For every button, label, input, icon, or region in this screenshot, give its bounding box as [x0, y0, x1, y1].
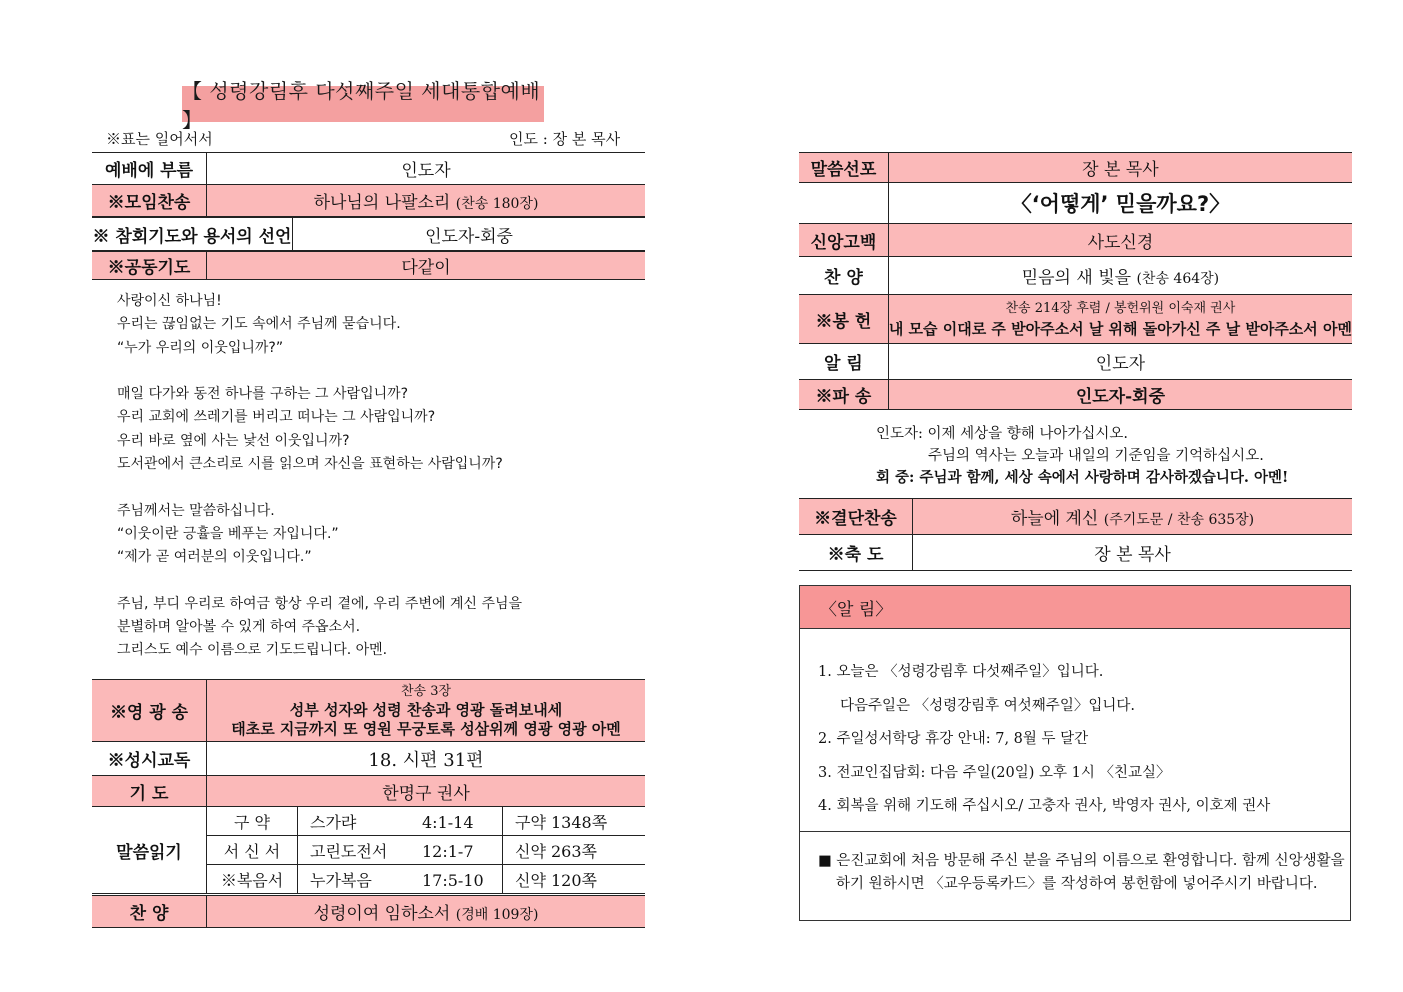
- sending-people-line: 회 중: 주님과 함께, 세상 속에서 사랑하며 감사하겠습니다. 아멘!: [876, 469, 1289, 486]
- order-label: 기 도: [92, 776, 207, 807]
- reading-page: 구약 1348쪽: [503, 807, 646, 836]
- announcement-item: 1. 오늘은 〈성령강림후 다섯째주일〉입니다.: [818, 664, 1104, 680]
- order-row-gathering-hymn: [92, 185, 645, 217]
- prayer-line: 주님께서는 말씀하십니다.: [117, 502, 275, 519]
- order-label: ※축 도: [799, 535, 913, 571]
- order-table-closing: [799, 498, 1352, 571]
- order-row-sermon: [799, 153, 1352, 183]
- order-row-notice: [799, 344, 1352, 380]
- sending-leader-line: 주님의 역사는 오늘과 내일의 기준임을 기억하십시오.: [928, 447, 1264, 464]
- gloria-hymn: 찬송 3장: [400, 684, 452, 699]
- reading-row: [92, 807, 645, 836]
- prayer-line: 우리 교회에 쓰레기를 버리고 떠나는 그 사람입니까?: [117, 409, 436, 426]
- prayer-line: 분별하며 알아볼 수 있게 하여 주옵소서.: [117, 619, 361, 636]
- order-table-top: [92, 152, 645, 217]
- order-row-confession: [92, 218, 645, 251]
- order-row-offering: [799, 295, 1352, 344]
- announcements-box: [799, 585, 1351, 921]
- order-row-benediction: [799, 535, 1352, 571]
- order-label: ※공동기도: [92, 252, 207, 280]
- order-value: 믿음의 새 빛을 (찬송 464장): [888, 257, 1352, 295]
- order-table-confession: [92, 217, 645, 251]
- prayer-line: “이웃이란 긍휼을 베푸는 자입니다.”: [117, 525, 339, 542]
- order-value: 한명구 권사: [207, 776, 646, 807]
- prayer-line: “누가 우리의 이웃입니까?”: [117, 339, 284, 356]
- sending-leader-line: 인도자: 이제 세상을 향해 나아가십시오.: [876, 426, 1129, 442]
- reading-passage: 고린도전서 12:1-7: [298, 836, 503, 865]
- reading-kind: 구 약: [207, 807, 298, 836]
- prayer-line: 도서관에서 큰소리로 시를 읽으며 자신을 표현하는 사람입니까?: [117, 456, 503, 473]
- order-row-sermon-title: [799, 183, 1352, 224]
- readings-label: 말씀읽기: [92, 807, 207, 894]
- order-row-praise: [799, 257, 1352, 295]
- announcement-item: 2. 주일성서학당 휴강 안내: 7, 8월 두 달간: [818, 731, 1089, 747]
- reading-page: 신약 263쪽: [503, 836, 646, 865]
- offering-line: 내 모습 이대로 주 받아주소서 날 위해 돌아가신 주 날 받아주소서 아멘: [888, 320, 1352, 338]
- order-value: 인도자: [207, 153, 646, 185]
- prayer-line: 우리는 끊임없는 기도 속에서 주님께 묻습니다.: [117, 316, 401, 333]
- order-value: 인도자-회중: [293, 218, 646, 251]
- prayer-line: “제가 곧 여러분의 이웃입니다.”: [117, 549, 312, 566]
- prayer-line: 주님, 부디 우리로 하여금 항상 우리 곁에, 우리 주변에 계신 주님을: [117, 595, 523, 612]
- order-value: 장 본 목사: [913, 535, 1353, 571]
- offering-text: [888, 295, 1352, 344]
- order-label: 예배에 부름: [92, 153, 207, 185]
- readings-table: [92, 806, 645, 894]
- order-label: ※ 참회기도와 용서의 선언: [92, 218, 293, 251]
- gloria-text: [207, 680, 646, 742]
- reading-page: 신약 120쪽: [503, 865, 646, 894]
- prayer-line: 사랑이신 하나님!: [117, 293, 222, 309]
- order-value: 장 본 목사: [888, 153, 1352, 183]
- reading-kind: 서 신 서: [207, 836, 298, 865]
- announcements-list: [818, 656, 1270, 824]
- leader-note: 인도 : 장 본 목사: [509, 130, 621, 148]
- order-label: ※모임찬송: [92, 185, 207, 217]
- order-label: ※결단찬송: [799, 499, 913, 535]
- prayer-line: 우리 바로 옆에 사는 낯선 이웃입니까?: [117, 432, 350, 449]
- reading-kind: ※복음서: [207, 865, 298, 894]
- order-value: 인도자: [888, 344, 1352, 380]
- announcement-item: 4. 회복을 위해 기도해 주십시오/ 고충자 권사, 박영자 권사, 이호제 권사: [818, 798, 1271, 814]
- order-value: 성령이여 임하소서 (경배 109장): [207, 896, 646, 928]
- welcome-line: 하기 원하시면 〈교우등록카드〉를 작성하여 봉헌함에 넣어주시기 바랍니다.: [836, 876, 1318, 892]
- prayer-line: [117, 360, 522, 383]
- prayer-line: 그리스도 예수 이름으로 기도드립니다. 아멘.: [117, 642, 388, 659]
- sending-words: [860, 424, 1288, 489]
- standing-note: ※표는 일어서서: [106, 130, 213, 148]
- order-row-creed: [799, 224, 1352, 257]
- order-row-psalter: [92, 742, 645, 776]
- page-title: 【 성령강림후 다섯째주일 세대통합예배 】: [182, 86, 544, 122]
- order-row-gloria: [92, 680, 645, 742]
- order-table-bottom: [92, 679, 645, 807]
- announcements-title: 〈알 림〉: [800, 586, 1350, 629]
- order-table-anthem: [92, 895, 645, 928]
- offering-line: 찬송 214장 후렴 / 봉헌위원 이숙재 권사: [1005, 301, 1236, 316]
- gloria-line: 태초로 지금까지 또 영원 무궁토록 성삼위께 영광 영광 아멘: [231, 720, 621, 738]
- order-value: 다같이: [207, 252, 646, 280]
- order-value: 사도신경: [888, 224, 1352, 257]
- prayer-line: 매일 다가와 동전 하나를 구하는 그 사람입니까?: [117, 386, 409, 403]
- order-label: ※성시교독: [92, 742, 207, 776]
- order-row-anthem: [92, 896, 645, 928]
- reading-passage: 스가랴 4:1-14: [298, 807, 503, 836]
- order-label: 찬 양: [92, 896, 207, 928]
- order-value: 인도자-회중: [888, 380, 1352, 410]
- order-row-common-prayer: [92, 252, 645, 280]
- order-label: ※파 송: [799, 380, 888, 410]
- order-value: 18. 시편 31편: [207, 742, 646, 776]
- prayer-line: [117, 570, 522, 593]
- common-prayer-text: [117, 290, 522, 663]
- announcement-item: 3. 전교인집담회: 다음 주일(20일) 오후 1시 〈친교실〉: [818, 764, 1171, 781]
- order-label: ※영 광 송: [92, 680, 207, 742]
- welcome-note: [800, 831, 1350, 896]
- order-table-common-prayer: [92, 251, 645, 280]
- order-row-call: [92, 153, 645, 185]
- order-label: 신앙고백: [799, 224, 888, 257]
- prayer-line: [117, 476, 522, 499]
- gloria-line: 성부 성자와 성령 찬송과 영광 돌려보내세: [289, 701, 563, 719]
- announcement-item: 다음주일은 〈성령강림후 여섯째주일〉입니다.: [840, 697, 1135, 714]
- order-label: ※봉 헌: [799, 295, 888, 344]
- order-row-sending: [799, 380, 1352, 410]
- order-table-right: [799, 152, 1352, 410]
- sermon-title: 〈‘어떻게’ 믿을까요?〉: [888, 183, 1352, 224]
- order-value: 하늘에 계신 (주기도문 / 찬송 635장): [913, 499, 1353, 535]
- welcome-line: ■ 은진교회에 처음 방문해 주신 분을 주님의 이름으로 환영합니다. 함께 신앙생활을: [818, 853, 1345, 869]
- order-label: 알 림: [799, 344, 888, 380]
- order-row-closing-hymn: [799, 499, 1352, 535]
- reading-passage: 누가복음 17:5-10: [298, 865, 503, 894]
- order-label: 찬 양: [799, 257, 888, 295]
- order-row-prayer: [92, 776, 645, 807]
- order-label: 말씀선포: [799, 153, 888, 183]
- order-value: 하나님의 나팔소리 (찬송 180장): [207, 185, 646, 217]
